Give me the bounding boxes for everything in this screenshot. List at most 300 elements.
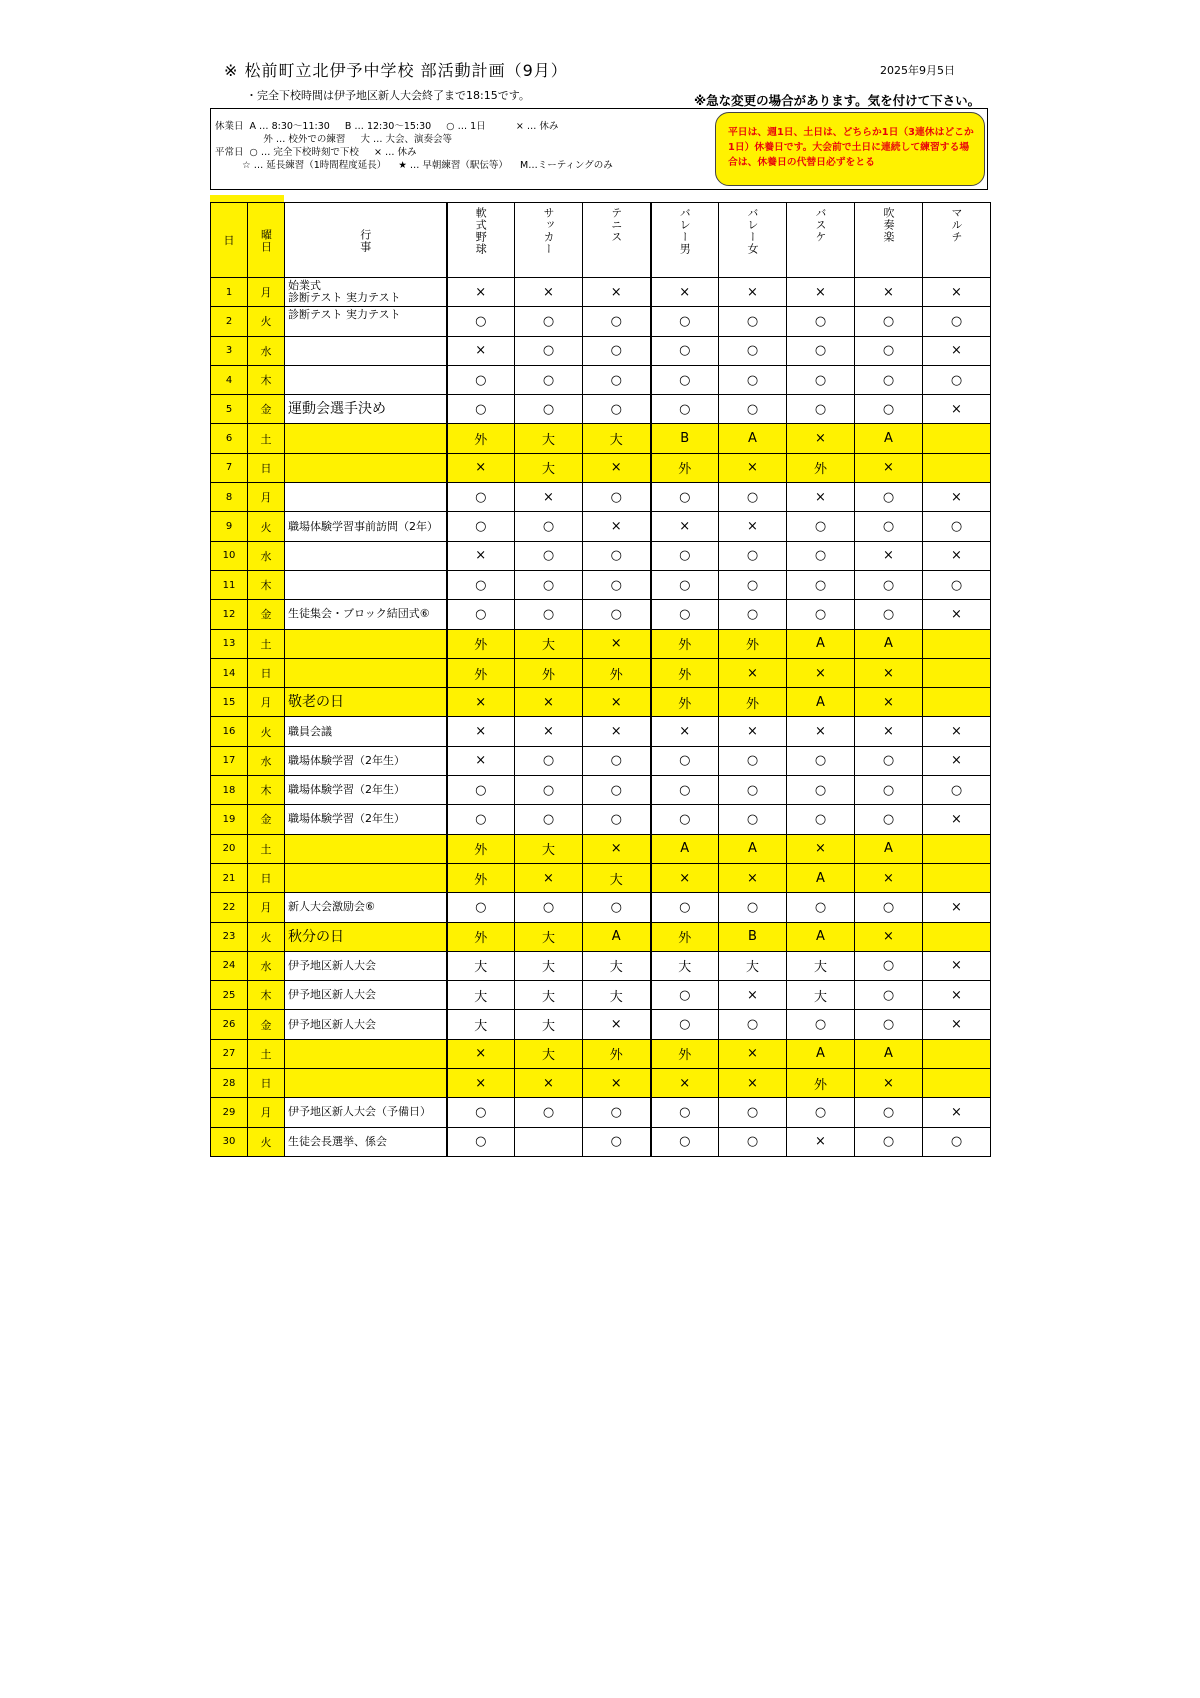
club-activity-cell: × xyxy=(923,278,991,307)
club-activity-cell: × xyxy=(719,453,787,482)
weekday-cell: 水 xyxy=(248,951,285,980)
weekday-cell: 日 xyxy=(248,1069,285,1098)
club-activity-cell: 大 xyxy=(515,951,583,980)
club-activity-cell: ○ xyxy=(651,776,719,805)
table-row xyxy=(211,1039,991,1068)
club-activity-cell: × xyxy=(855,688,923,717)
club-activity-cell: ○ xyxy=(855,746,923,775)
club-activity-cell: ○ xyxy=(583,1098,651,1127)
event-cell xyxy=(285,483,447,512)
event-cell: 職場体験学習（2年生） xyxy=(285,776,447,805)
weekday-cell: 火 xyxy=(248,922,285,951)
header-club: 軟式野球 xyxy=(447,203,515,278)
club-activity-cell: A xyxy=(787,688,855,717)
club-activity-cell: × xyxy=(923,717,991,746)
club-activity-cell: ○ xyxy=(719,365,787,394)
weekday-cell: 木 xyxy=(248,776,285,805)
club-activity-cell xyxy=(923,424,991,453)
weekday-cell: 日 xyxy=(248,863,285,892)
club-activity-cell: 外 xyxy=(651,1039,719,1068)
table-row xyxy=(211,746,991,775)
club-activity-cell: ○ xyxy=(447,776,515,805)
club-activity-cell: ○ xyxy=(923,776,991,805)
club-activity-cell: 外 xyxy=(651,688,719,717)
club-activity-cell: 大 xyxy=(515,424,583,453)
table-row xyxy=(211,1069,991,1098)
day-cell: 29 xyxy=(211,1098,248,1127)
header-club: テニス xyxy=(583,203,651,278)
club-activity-cell: 大 xyxy=(515,1039,583,1068)
club-activity-cell: ○ xyxy=(651,307,719,336)
club-activity-cell: ○ xyxy=(787,570,855,599)
event-cell: 伊予地区新人大会 xyxy=(285,981,447,1010)
club-activity-cell: 大 xyxy=(787,981,855,1010)
club-activity-cell: ○ xyxy=(719,395,787,424)
header-weekday: 曜日 xyxy=(248,203,285,278)
legend-line-2: 外 … 校外での練習 大 … 大会、演奏会等 xyxy=(215,134,452,145)
club-activity-cell: ○ xyxy=(583,336,651,365)
table-row xyxy=(211,717,991,746)
club-activity-cell: A xyxy=(787,863,855,892)
club-activity-cell: × xyxy=(515,717,583,746)
event-cell xyxy=(285,336,447,365)
club-activity-cell: × xyxy=(651,512,719,541)
club-activity-cell: ○ xyxy=(787,395,855,424)
club-activity-cell: × xyxy=(651,1069,719,1098)
club-activity-cell: 大 xyxy=(583,951,651,980)
club-activity-cell: A xyxy=(787,922,855,951)
club-activity-cell: ○ xyxy=(787,600,855,629)
club-activity-cell: × xyxy=(583,512,651,541)
club-activity-cell: × xyxy=(855,717,923,746)
club-activity-cell: × xyxy=(787,278,855,307)
club-activity-cell: ○ xyxy=(787,776,855,805)
day-cell: 10 xyxy=(211,541,248,570)
club-activity-cell: ○ xyxy=(719,307,787,336)
club-activity-cell: × xyxy=(855,541,923,570)
club-activity-cell: ○ xyxy=(651,746,719,775)
club-activity-cell: ○ xyxy=(583,805,651,834)
club-activity-cell: ○ xyxy=(583,1127,651,1156)
club-activity-cell: × xyxy=(787,658,855,687)
club-activity-cell: × xyxy=(719,512,787,541)
day-cell: 6 xyxy=(211,424,248,453)
club-activity-cell: 大 xyxy=(583,424,651,453)
club-activity-cell: × xyxy=(923,951,991,980)
club-activity-cell: ○ xyxy=(515,336,583,365)
header-club: 吹奏楽 xyxy=(855,203,923,278)
event-cell: 職場体験学習（2年生） xyxy=(285,746,447,775)
club-activity-cell: A xyxy=(855,629,923,658)
club-activity-cell: ○ xyxy=(583,776,651,805)
club-activity-cell: ○ xyxy=(583,483,651,512)
club-activity-cell: × xyxy=(787,483,855,512)
event-cell: 始業式 診断テスト 実力テスト xyxy=(285,278,447,307)
weekday-cell: 火 xyxy=(248,1127,285,1156)
club-activity-cell: 外 xyxy=(651,629,719,658)
day-cell: 17 xyxy=(211,746,248,775)
club-activity-cell: × xyxy=(787,834,855,863)
club-activity-cell: ○ xyxy=(719,805,787,834)
table-row xyxy=(211,688,991,717)
event-cell: 新人大会激励会⑥ xyxy=(285,893,447,922)
club-activity-cell: ○ xyxy=(515,570,583,599)
club-activity-cell: ○ xyxy=(855,893,923,922)
club-activity-cell: ○ xyxy=(583,541,651,570)
club-activity-cell: ○ xyxy=(855,365,923,394)
table-body xyxy=(211,278,991,1157)
club-activity-cell: ○ xyxy=(651,1127,719,1156)
event-cell: 生徒集会・ブロック結団式⑥ xyxy=(285,600,447,629)
club-activity-cell: 外 xyxy=(515,658,583,687)
weekday-cell: 月 xyxy=(248,688,285,717)
club-activity-cell: ○ xyxy=(855,805,923,834)
club-activity-cell: × xyxy=(583,1069,651,1098)
club-activity-cell: ○ xyxy=(515,805,583,834)
weekday-cell: 水 xyxy=(248,541,285,570)
club-activity-cell: × xyxy=(923,336,991,365)
club-activity-cell: ○ xyxy=(651,1098,719,1127)
club-activity-cell: ○ xyxy=(515,893,583,922)
club-activity-cell: ○ xyxy=(719,776,787,805)
weekday-cell: 土 xyxy=(248,1039,285,1068)
club-activity-cell: × xyxy=(923,981,991,1010)
club-activity-cell: 大 xyxy=(515,1010,583,1039)
club-activity-cell xyxy=(923,863,991,892)
club-activity-cell: B xyxy=(719,922,787,951)
club-activity-cell: ○ xyxy=(787,512,855,541)
weekday-cell: 木 xyxy=(248,981,285,1010)
club-activity-cell: ○ xyxy=(855,1127,923,1156)
club-activity-cell: 外 xyxy=(447,424,515,453)
club-activity-cell: × xyxy=(855,453,923,482)
club-activity-cell xyxy=(923,658,991,687)
table-row xyxy=(211,805,991,834)
club-activity-cell: ○ xyxy=(447,1098,515,1127)
header-club: バスケ xyxy=(787,203,855,278)
club-activity-cell: 大 xyxy=(583,981,651,1010)
club-activity-cell: × xyxy=(515,278,583,307)
event-cell: 伊予地区新人大会 xyxy=(285,951,447,980)
club-activity-cell xyxy=(923,834,991,863)
club-activity-cell: ○ xyxy=(447,483,515,512)
club-activity-cell: ○ xyxy=(923,1127,991,1156)
club-activity-cell: ○ xyxy=(651,483,719,512)
club-activity-cell: ○ xyxy=(923,512,991,541)
day-cell: 26 xyxy=(211,1010,248,1039)
club-activity-cell: ○ xyxy=(651,395,719,424)
club-activity-cell: ○ xyxy=(787,805,855,834)
header-club: マルチ xyxy=(923,203,991,278)
club-activity-cell xyxy=(515,1127,583,1156)
club-activity-cell: ○ xyxy=(787,1098,855,1127)
weekday-cell: 金 xyxy=(248,395,285,424)
weekday-cell: 金 xyxy=(248,600,285,629)
club-activity-cell: × xyxy=(515,863,583,892)
club-activity-cell: × xyxy=(651,863,719,892)
change-warning: ※急な変更の場合があります。気を付けて下さい。 xyxy=(694,93,981,108)
event-cell xyxy=(285,1069,447,1098)
club-activity-cell: × xyxy=(719,1039,787,1068)
club-activity-cell: 大 xyxy=(515,834,583,863)
weekday-cell: 火 xyxy=(248,717,285,746)
club-activity-cell: ○ xyxy=(651,336,719,365)
weekday-cell: 火 xyxy=(248,512,285,541)
day-cell: 23 xyxy=(211,922,248,951)
table-row xyxy=(211,893,991,922)
club-activity-cell: 大 xyxy=(515,922,583,951)
club-activity-cell: ○ xyxy=(855,981,923,1010)
club-activity-cell: ○ xyxy=(447,395,515,424)
club-activity-cell: ○ xyxy=(583,307,651,336)
table-row xyxy=(211,365,991,394)
club-activity-cell: 外 xyxy=(651,658,719,687)
weekday-cell: 金 xyxy=(248,805,285,834)
club-activity-cell: ○ xyxy=(855,512,923,541)
club-activity-cell: 大 xyxy=(719,951,787,980)
club-activity-cell xyxy=(923,1069,991,1098)
day-cell: 22 xyxy=(211,893,248,922)
club-activity-cell: × xyxy=(719,1069,787,1098)
club-activity-cell: ○ xyxy=(515,365,583,394)
club-activity-cell: × xyxy=(719,981,787,1010)
table-row xyxy=(211,336,991,365)
table-row xyxy=(211,483,991,512)
table-row xyxy=(211,981,991,1010)
day-cell: 12 xyxy=(211,600,248,629)
club-activity-cell: × xyxy=(447,746,515,775)
weekday-cell: 月 xyxy=(248,278,285,307)
table-row xyxy=(211,424,991,453)
table-row xyxy=(211,658,991,687)
club-activity-cell: × xyxy=(651,717,719,746)
event-cell xyxy=(285,365,447,394)
club-activity-cell: × xyxy=(923,483,991,512)
club-activity-cell: ○ xyxy=(447,365,515,394)
weekday-cell: 土 xyxy=(248,424,285,453)
day-cell: 19 xyxy=(211,805,248,834)
rest-day-notice: 平日は、週1日、土日は、どちらか1日（3連休はどこか1日）休養日です。大会前で土日に連続して練習する場合は、休養日の代替日必ずをとる xyxy=(715,112,985,186)
table-row xyxy=(211,600,991,629)
club-activity-cell: × xyxy=(923,1010,991,1039)
club-activity-cell: ○ xyxy=(855,1098,923,1127)
club-activity-cell xyxy=(923,688,991,717)
club-activity-cell: ○ xyxy=(855,336,923,365)
day-cell: 25 xyxy=(211,981,248,1010)
day-cell: 14 xyxy=(211,658,248,687)
event-cell xyxy=(285,1039,447,1068)
event-cell: 伊予地区新人大会 xyxy=(285,1010,447,1039)
club-activity-cell: ○ xyxy=(719,336,787,365)
club-activity-cell: 大 xyxy=(787,951,855,980)
weekday-cell: 日 xyxy=(248,658,285,687)
club-activity-cell: A xyxy=(719,424,787,453)
club-activity-cell: ○ xyxy=(787,365,855,394)
weekday-cell: 水 xyxy=(248,336,285,365)
event-cell xyxy=(285,629,447,658)
event-cell xyxy=(285,424,447,453)
club-activity-cell: × xyxy=(447,717,515,746)
legend-line-4: ☆ … 延長練習（1時間程度延長） ★ … 早朝練習（駅伝等） M…ミーティングのみ xyxy=(215,160,613,171)
club-activity-cell: 外 xyxy=(583,658,651,687)
club-activity-cell: ○ xyxy=(515,746,583,775)
club-activity-cell: 外 xyxy=(719,629,787,658)
club-activity-cell: 大 xyxy=(515,453,583,482)
club-activity-cell: × xyxy=(583,688,651,717)
club-activity-cell: ○ xyxy=(515,307,583,336)
day-cell: 7 xyxy=(211,453,248,482)
club-activity-cell: ○ xyxy=(447,600,515,629)
club-activity-cell: A xyxy=(719,834,787,863)
weekday-cell: 土 xyxy=(248,834,285,863)
club-activity-cell: ○ xyxy=(923,307,991,336)
club-activity-cell: × xyxy=(719,717,787,746)
club-activity-cell: × xyxy=(583,453,651,482)
club-activity-cell: 大 xyxy=(447,951,515,980)
day-cell: 2 xyxy=(211,307,248,336)
header-event: 行事 xyxy=(285,203,447,278)
club-activity-cell: × xyxy=(787,1127,855,1156)
club-activity-cell: × xyxy=(515,483,583,512)
club-activity-cell: ○ xyxy=(855,307,923,336)
legend-box xyxy=(210,108,988,190)
table-row xyxy=(211,453,991,482)
event-cell: 職場体験学習（2年生） xyxy=(285,805,447,834)
club-schedule-table xyxy=(210,202,991,1157)
weekday-cell: 月 xyxy=(248,893,285,922)
day-cell: 11 xyxy=(211,570,248,599)
club-activity-cell: × xyxy=(515,688,583,717)
club-activity-cell: ○ xyxy=(719,1010,787,1039)
club-activity-cell: 外 xyxy=(447,863,515,892)
club-activity-cell: 外 xyxy=(447,658,515,687)
club-activity-cell: ○ xyxy=(719,1127,787,1156)
club-activity-cell: × xyxy=(583,629,651,658)
club-activity-cell: 大 xyxy=(447,981,515,1010)
club-activity-cell: × xyxy=(447,336,515,365)
event-cell: 伊予地区新人大会（予備日） xyxy=(285,1098,447,1127)
club-activity-cell: ○ xyxy=(447,307,515,336)
event-cell xyxy=(285,834,447,863)
day-cell: 28 xyxy=(211,1069,248,1098)
club-activity-cell: × xyxy=(447,541,515,570)
club-activity-cell: ○ xyxy=(855,483,923,512)
weekday-cell: 土 xyxy=(248,629,285,658)
club-activity-cell: ○ xyxy=(515,395,583,424)
club-activity-cell: × xyxy=(583,1010,651,1039)
event-cell xyxy=(285,863,447,892)
club-activity-cell: 外 xyxy=(447,922,515,951)
club-activity-cell: ○ xyxy=(583,746,651,775)
table-row xyxy=(211,278,991,307)
event-cell xyxy=(285,658,447,687)
club-activity-cell: × xyxy=(447,1039,515,1068)
club-activity-cell: × xyxy=(651,278,719,307)
club-activity-cell: ○ xyxy=(447,1127,515,1156)
club-activity-cell: A xyxy=(651,834,719,863)
table-row xyxy=(211,629,991,658)
club-activity-cell: 大 xyxy=(515,981,583,1010)
weekday-cell: 木 xyxy=(248,365,285,394)
club-activity-cell: ○ xyxy=(515,1098,583,1127)
club-activity-cell: 大 xyxy=(515,629,583,658)
club-activity-cell: × xyxy=(719,863,787,892)
club-activity-cell: ○ xyxy=(855,570,923,599)
club-activity-cell: A xyxy=(787,629,855,658)
club-activity-cell: × xyxy=(855,922,923,951)
club-activity-cell: × xyxy=(855,278,923,307)
day-cell: 9 xyxy=(211,512,248,541)
weekday-cell: 火 xyxy=(248,307,285,336)
club-activity-cell: × xyxy=(583,717,651,746)
club-activity-cell: × xyxy=(447,278,515,307)
club-activity-cell: ○ xyxy=(651,1010,719,1039)
club-activity-cell: 外 xyxy=(447,834,515,863)
weekday-cell: 月 xyxy=(248,483,285,512)
event-cell: 秋分の日 xyxy=(285,922,447,951)
day-cell: 4 xyxy=(211,365,248,394)
club-activity-cell xyxy=(923,629,991,658)
table-row xyxy=(211,776,991,805)
club-activity-cell: × xyxy=(447,453,515,482)
day-cell: 16 xyxy=(211,717,248,746)
club-activity-cell: ○ xyxy=(447,893,515,922)
weekday-cell: 月 xyxy=(248,1098,285,1127)
club-activity-cell: × xyxy=(923,395,991,424)
club-activity-cell: ○ xyxy=(855,600,923,629)
club-activity-cell: 外 xyxy=(447,629,515,658)
club-activity-cell: ○ xyxy=(515,541,583,570)
club-activity-cell: 外 xyxy=(787,1069,855,1098)
day-cell: 15 xyxy=(211,688,248,717)
club-activity-cell: ○ xyxy=(719,600,787,629)
club-activity-cell: × xyxy=(855,1069,923,1098)
table-row xyxy=(211,541,991,570)
club-activity-cell xyxy=(923,922,991,951)
club-activity-cell: ○ xyxy=(719,541,787,570)
event-cell: 生徒会長選挙、係会 xyxy=(285,1127,447,1156)
event-cell: 診断テスト 実力テスト xyxy=(285,307,447,336)
club-activity-cell: ○ xyxy=(447,570,515,599)
header-club: サッカー xyxy=(515,203,583,278)
club-activity-cell: × xyxy=(583,278,651,307)
club-activity-cell: A xyxy=(787,1039,855,1068)
club-activity-cell: ○ xyxy=(515,776,583,805)
club-activity-cell: ○ xyxy=(651,570,719,599)
table-row xyxy=(211,834,991,863)
club-activity-cell: ○ xyxy=(787,336,855,365)
document-date: 2025年9月5日 xyxy=(880,64,955,77)
club-activity-cell: ○ xyxy=(719,483,787,512)
club-activity-cell: 大 xyxy=(583,863,651,892)
weekday-cell: 木 xyxy=(248,570,285,599)
event-cell: 運動会選手決め xyxy=(285,395,447,424)
day-cell: 24 xyxy=(211,951,248,980)
weekday-cell: 水 xyxy=(248,746,285,775)
club-activity-cell: 外 xyxy=(787,453,855,482)
event-cell: 職場体験学習事前訪問（2年） xyxy=(285,512,447,541)
table-row xyxy=(211,863,991,892)
club-activity-cell: × xyxy=(787,717,855,746)
club-activity-cell: A xyxy=(855,424,923,453)
club-activity-cell: ○ xyxy=(855,1010,923,1039)
club-activity-cell: ○ xyxy=(719,570,787,599)
club-activity-cell: × xyxy=(923,746,991,775)
table-row xyxy=(211,307,991,336)
dismissal-time-note: ・完全下校時間は伊予地区新人大会終了まで18:15です。 xyxy=(246,89,530,102)
club-activity-cell: ○ xyxy=(855,395,923,424)
document-title: ※ 松前町立北伊予中学校 部活動計画（9月） xyxy=(224,61,568,80)
